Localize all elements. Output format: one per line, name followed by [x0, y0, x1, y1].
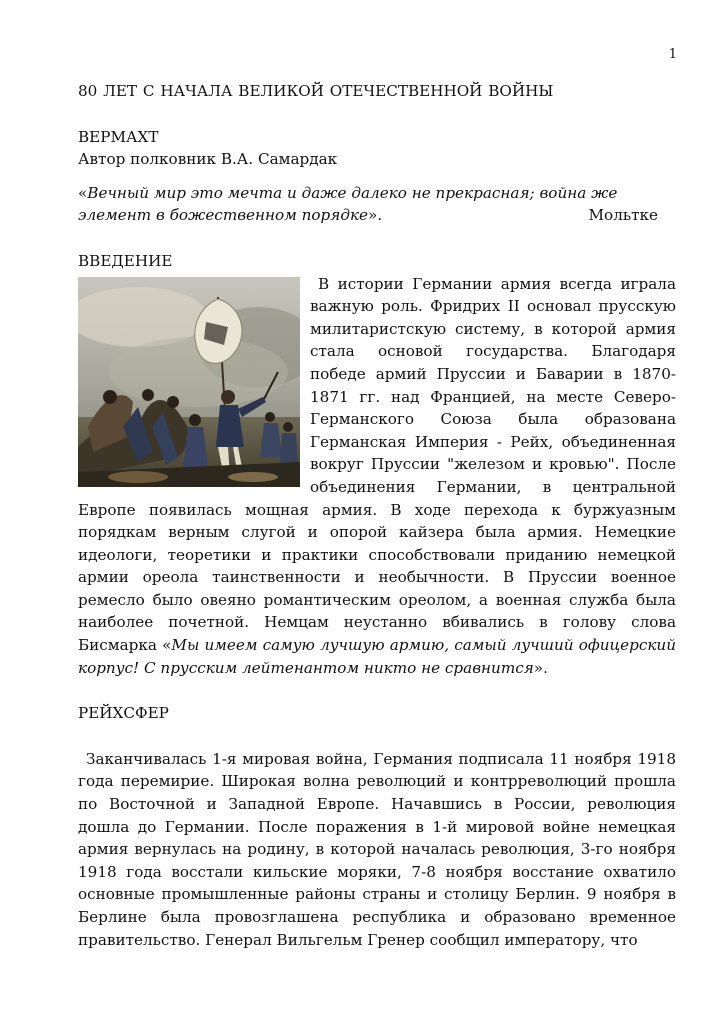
document-body [78, 80, 676, 951]
battle-painting-icon [78, 277, 300, 487]
heading-reichswehr: РЕЙХСФЕР [78, 704, 169, 723]
battle-painting-image [78, 277, 300, 487]
epigraph [78, 182, 676, 227]
document-title: 80 ЛЕТ С НАЧАЛА ВЕЛИКОЙ ОТЕЧЕСТВЕННОЙ ВОЙНЫ [78, 82, 554, 100]
heading-introduction: ВВЕДЕНИЕ [78, 251, 173, 270]
reichswehr-paragraph: Заканчивалась 1-я мировая война, Германия подписала 11 ноября 1918 года перемирие. Широкая волна революций и контрреволюций прошла по Восточной и Западной Европе. Начавшись в России, революция дошла до Германии. После поражения в 1-й мировой войне немецкая армия вернулась на родину, в которой началась революция, 3-го ноября 1918 года восстали кильские моряки, 7-8 ноября восстание охватило основные промышленные районы страны и столицу Берлин. 9 ноября в Берлине была провозглашена республика и образовано временное правительство. Генерал Вильгельм Гренер сообщил императору, что [78, 749, 676, 949]
epigraph-close-quote: ». [368, 206, 383, 225]
intro-text: В истории Германии армия всегда играла важную роль. Фридрих II основал прусскую милитаристскую систему, в которой армия стала основой государства. Благодаря победе армий Пруссии и Баварии в 1870-1871 гг. над Францией, на месте Северо-Германского Союза была образована Германская Империя - Рейх, объединенная вокруг Пруссии "железом и кровью". После объединения Германии, в центральной Европе появилась мощная армия. В ходе перехода к буржуазным порядкам верным слугой и опорой кайзера была армия. Немецкие идеологи, теоретики и практики способствовали приданию немецкой армии ореола таинственности и необычности. В Пруссии военное ремесло было овеяно романтическим ореолом, а военная служба была наиболее почетной. Немцам неустанно вбивались в голову слова Бисмарка « [78, 274, 676, 655]
epigraph-author: Мольтке [588, 206, 658, 225]
bismarck-quote: Мы имеем самую лучшую армию, самый лучший офицерский корпус! С прусским лейтенантом никто не сравнится [78, 636, 676, 677]
epigraph-text: Вечный мир это мечта и даже далеко не прекрасная; война же элемент в божественном порядке [78, 183, 618, 225]
intro-text-end: ». [533, 658, 548, 677]
epigraph-open-quote: « [78, 183, 88, 202]
author-line: Автор полковник В.А. Самардак [78, 150, 338, 169]
page-number: 1 [668, 47, 677, 62]
heading-wehrmacht: ВЕРМАХТ [78, 127, 159, 146]
